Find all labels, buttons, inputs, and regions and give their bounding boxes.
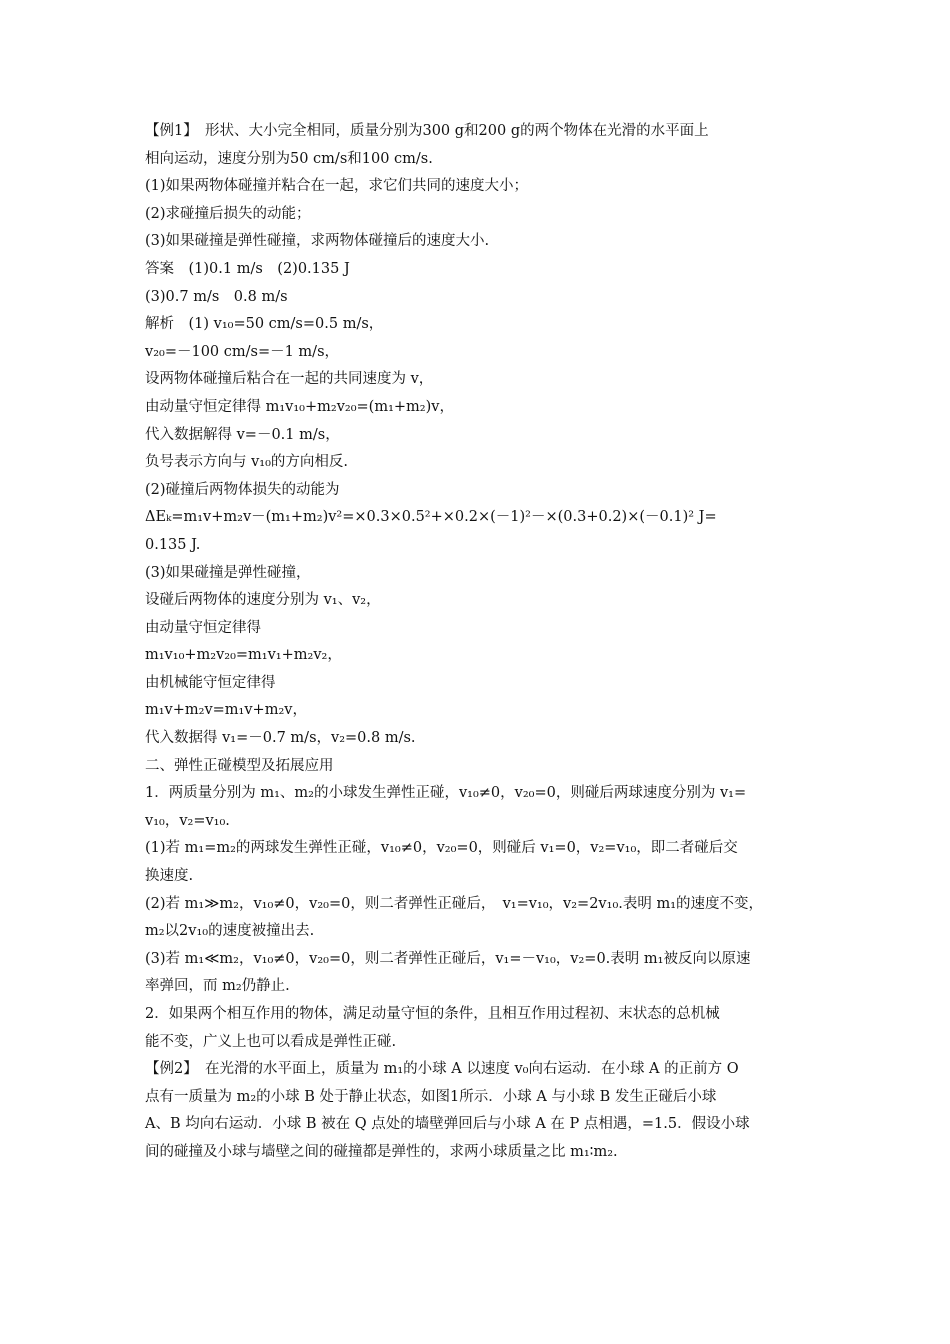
text-line: 点有一质量为 m₂的小球 B 处于静止状态，如图1所示．小球 A 与小球 B 发生正碰后小球: [145, 1088, 717, 1105]
example-1-heading: 【例1】 形状、大小完全相同，质量分别为300 g和200 g的两个物体在光滑的水平面上: [145, 123, 709, 139]
solution-line: 由动量守恒定律得: [145, 619, 261, 636]
text-line: 相向运动，速度分别为50 cm/s和100 cm/s.: [145, 150, 433, 167]
text-line: m₂以2v₁₀的速度被撞出去.: [145, 923, 315, 940]
text-line: 率弹回，而 m₂仍静止.: [145, 978, 290, 995]
text-line: (3)若 m₁≪m₂，v₁₀≠0，v₂₀=0，则二者弹性正碰后，v₁=－v₁₀，v₂=0.表明 m₁被反向以原速: [145, 950, 751, 967]
solution-line: 代入数据解得 v=－0.1 m/s，: [145, 426, 340, 443]
text-line: (2)若 m₁≫m₂，v₁₀≠0，v₂₀=0，则二者弹性正碰后， v₁=v₁₀，v₂=2v₁₀.表明 m₁的速度不变，: [145, 895, 764, 912]
momentum-equation: m₁v₁₀+m₂v₂₀=m₁v₁+m₂v₂，: [145, 647, 342, 664]
solution-line: v₂₀=－100 cm/s=－1 m/s，: [145, 343, 340, 360]
solution-line: 由机械能守恒定律得: [145, 674, 276, 691]
section-heading: 二、弹性正碰模型及拓展应用: [145, 757, 334, 774]
solution-line: 0.135 J.: [145, 536, 201, 553]
question-2: (2)求碰撞后损失的动能；: [145, 205, 311, 222]
text-line: 换速度.: [145, 868, 194, 885]
energy-loss-formula: ΔEₖ=m₁v+m₂v－(m₁+m₂)v²=×0.3×0.5²+×0.2×(－1)²－×(0.3+0.2)×(－0.1)² J=: [145, 509, 717, 526]
question-3: (3)如果碰撞是弹性碰撞，求两物体碰撞后的速度大小.: [145, 233, 490, 250]
solution-line: 设两物体碰撞后粘合在一起的共同速度为 v，: [145, 371, 434, 388]
energy-equation: m₁v+m₂v=m₁v+m₂v，: [145, 702, 307, 719]
solution-line: (2)碰撞后两物体损失的动能为: [145, 481, 340, 498]
answer-line: (3)0.7 m/s 0.8 m/s: [145, 288, 288, 305]
solution-line: (3)如果碰撞是弹性碰撞，: [145, 564, 311, 581]
solution-line: 由动量守恒定律得 m₁v₁₀+m₂v₂₀=(m₁+m₂)v，: [145, 398, 454, 415]
solution-line: 代入数据得 v₁=－0.7 m/s，v₂=0.8 m/s.: [145, 730, 416, 747]
document-body: [145, 118, 817, 1167]
example-2-heading: 【例2】 在光滑的水平面上，质量为 m₁的小球 A 以速度 v₀向右运动．在小球 A 的正前方 O: [145, 1061, 739, 1078]
text-line: 2．如果两个相互作用的物体，满足动量守恒的条件，且相互作用过程初、末状态的总机械: [145, 1006, 720, 1022]
text-line: 1．两质量分别为 m₁、m₂的小球发生弹性正碰，v₁₀≠0，v₂₀=0，则碰后两球速度分别为 v₁=: [145, 785, 747, 802]
solution-line: 负号表示方向与 v₁₀的方向相反.: [145, 454, 349, 471]
answer-line: 答案 (1)0.1 m/s (2)0.135 J: [145, 260, 350, 277]
text-line: 能不变，广义上也可以看成是弹性正碰.: [145, 1033, 397, 1050]
text-line: A、B 均向右运动．小球 B 被在 Q 点处的墙壁弹回后与小球 A 在 P 点相遇，=1.5．假设小球: [145, 1116, 750, 1133]
question-1: (1)如果两物体碰撞并粘合在一起，求它们共同的速度大小；: [145, 178, 529, 195]
text-line: 间的碰撞及小球与墙壁之间的碰撞都是弹性的，求两小球质量之比 m₁∶m₂.: [145, 1143, 618, 1160]
text-line: v₁₀，v₂=v₁₀.: [145, 812, 230, 829]
solution-line: 解析 (1) v₁₀=50 cm/s=0.5 m/s，: [145, 316, 384, 333]
solution-line: 设碰后两物体的速度分别为 v₁、v₂，: [145, 592, 381, 609]
text-line: (1)若 m₁=m₂的两球发生弹性正碰，v₁₀≠0，v₂₀=0，则碰后 v₁=0，v₂=v₁₀，即二者碰后交: [145, 840, 738, 857]
